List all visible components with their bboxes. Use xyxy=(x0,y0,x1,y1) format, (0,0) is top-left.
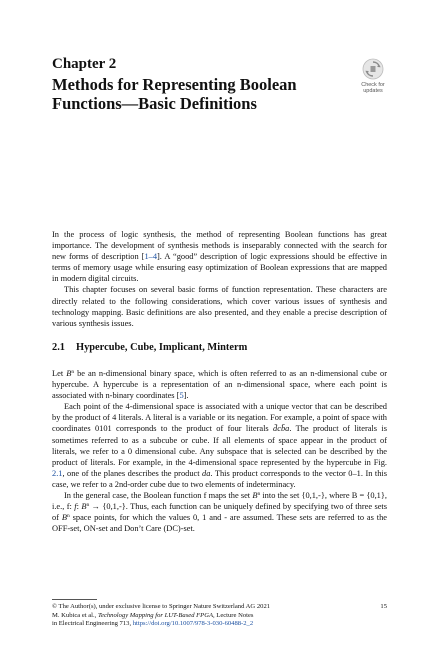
math-superscript: n xyxy=(86,502,90,509)
badge-text xyxy=(356,82,390,94)
math-product: da xyxy=(202,468,211,478)
math-superscript: n xyxy=(67,513,70,520)
text-run: In the general case, the Boolean function f maps the set xyxy=(64,491,253,501)
text-run: in Electrical Engineering 713, xyxy=(52,620,133,627)
math-symbol: B xyxy=(252,491,258,501)
reference-link[interactable]: 5 xyxy=(179,391,184,401)
body-paragraph-3 xyxy=(52,490,387,534)
math-superscript: n xyxy=(71,369,75,375)
section-title: Hypercube, Cube, Implicant, Minterm xyxy=(76,342,248,353)
text-run: , one of the planes describes the product xyxy=(62,468,203,478)
footer-copyright: © The Author(s), under exclusive license to Springer Nature Switzerland AG 2021 xyxy=(52,603,271,610)
text-run: . The product of literals is sometimes referred to as a subcube or cube. If all elements of space appear in the product of literals, we refer to a 0 dimensional cube. Any subspace that is selected can be described by the product of literals. For example, in the 4-dimensional space represented by the hypercube in Fig. xyxy=(52,424,387,467)
check-for-updates-badge[interactable] xyxy=(356,58,390,102)
math-literals: d̄cb̄a xyxy=(273,424,290,434)
math-symbol: f xyxy=(74,502,77,512)
footer-citation xyxy=(52,603,387,629)
math-symbol: B xyxy=(66,369,72,378)
body-paragraph-2 xyxy=(52,401,387,490)
text-run: into the set {0,1,-}, where B = {0,1}, i.e., f: xyxy=(52,491,387,512)
footer-doi-line xyxy=(52,620,387,629)
section-heading xyxy=(52,342,247,353)
intro-text xyxy=(52,229,387,329)
section-number: 2.1 xyxy=(52,342,65,353)
intro-paragraph-2: This chapter focuses on several basic forms of function representation. These characters are directly related to the following considerations, which cover various issues of synthesis and technology mapping. Basic definitions are also presented, and they enable a precise description of various synthesis issues. xyxy=(52,285,387,328)
math-symbol: B xyxy=(81,502,87,512)
badge-text-line1: Check for xyxy=(361,82,385,88)
section-body xyxy=(52,368,387,534)
badge-text-line2: updates xyxy=(363,88,383,94)
text-run: M. Kubica et al., xyxy=(52,611,98,619)
chapter-label: Chapter 2 xyxy=(52,56,117,72)
chapter-title-line2: Functions—Basic Definitions xyxy=(52,94,257,113)
footer-citation-line xyxy=(52,612,387,621)
text-run: , Lecture Notes xyxy=(213,611,254,619)
check-for-updates-icon xyxy=(362,58,384,80)
text-run: space points, for which the values 0, 1 and - are assumed. These sets are referred to as the OFF-set, ON-set and Don’t Care (DC)-set. xyxy=(52,513,387,534)
reference-link[interactable]: 1–4 xyxy=(144,252,157,262)
text-run: In the process of logic synthesis, the method of representing Boolean functions has great importance. The development of synthesis methods is inseparably connected with the search for new forms of description [ xyxy=(52,230,387,262)
chapter-title xyxy=(52,75,352,113)
text-run: Let xyxy=(52,369,67,378)
text-run: ]. A “good” description of logic expressions should be effective in terms of memory usage while ensuring easy optimization of Boolean expressions that are mapped in modern digital circuits. xyxy=(52,252,387,284)
text-run: Each point of the 4-dimensional space is associated with a unique vector that can be described by the product of 4 literals. A literal is a variable or its negation. For example, a point of space with coordinates 0101 corresponds to the product of four literals xyxy=(52,402,387,434)
text-run: be an n-dimensional binary space, which is often referred to as an n-dimensional cube or hypercube. A hypercube is a representation of an n-dimensional space, where each point is associated with n-binary coordinates [ xyxy=(52,369,387,401)
figure-link[interactable]: 2.1 xyxy=(52,468,63,478)
intro-paragraph-1 xyxy=(52,229,387,284)
math-symbol: B xyxy=(61,513,67,523)
text-run: . This product corresponds to the vector 0–1. In this case, we refer to a 2nd-order cube due to two elements of indeterminacy. xyxy=(52,468,387,489)
footer-divider xyxy=(52,599,97,600)
text-run: → {0,1,-}. Thus, each function can be uniquely defined by specifying two of three sets of xyxy=(52,502,388,523)
math-superscript: n xyxy=(257,491,261,498)
book-title: Technology Mapping for LUT-Based FPGA xyxy=(97,611,213,619)
page-number: 15 xyxy=(380,603,387,610)
doi-link[interactable]: https://doi.org/10.1007/978-3-030-60488-2_2 xyxy=(132,620,254,627)
text-run: ]. xyxy=(183,391,189,401)
text-run: : xyxy=(76,502,82,512)
body-paragraph-1 xyxy=(52,368,387,401)
chapter-title-line1: Methods for Representing Boolean xyxy=(52,75,297,94)
